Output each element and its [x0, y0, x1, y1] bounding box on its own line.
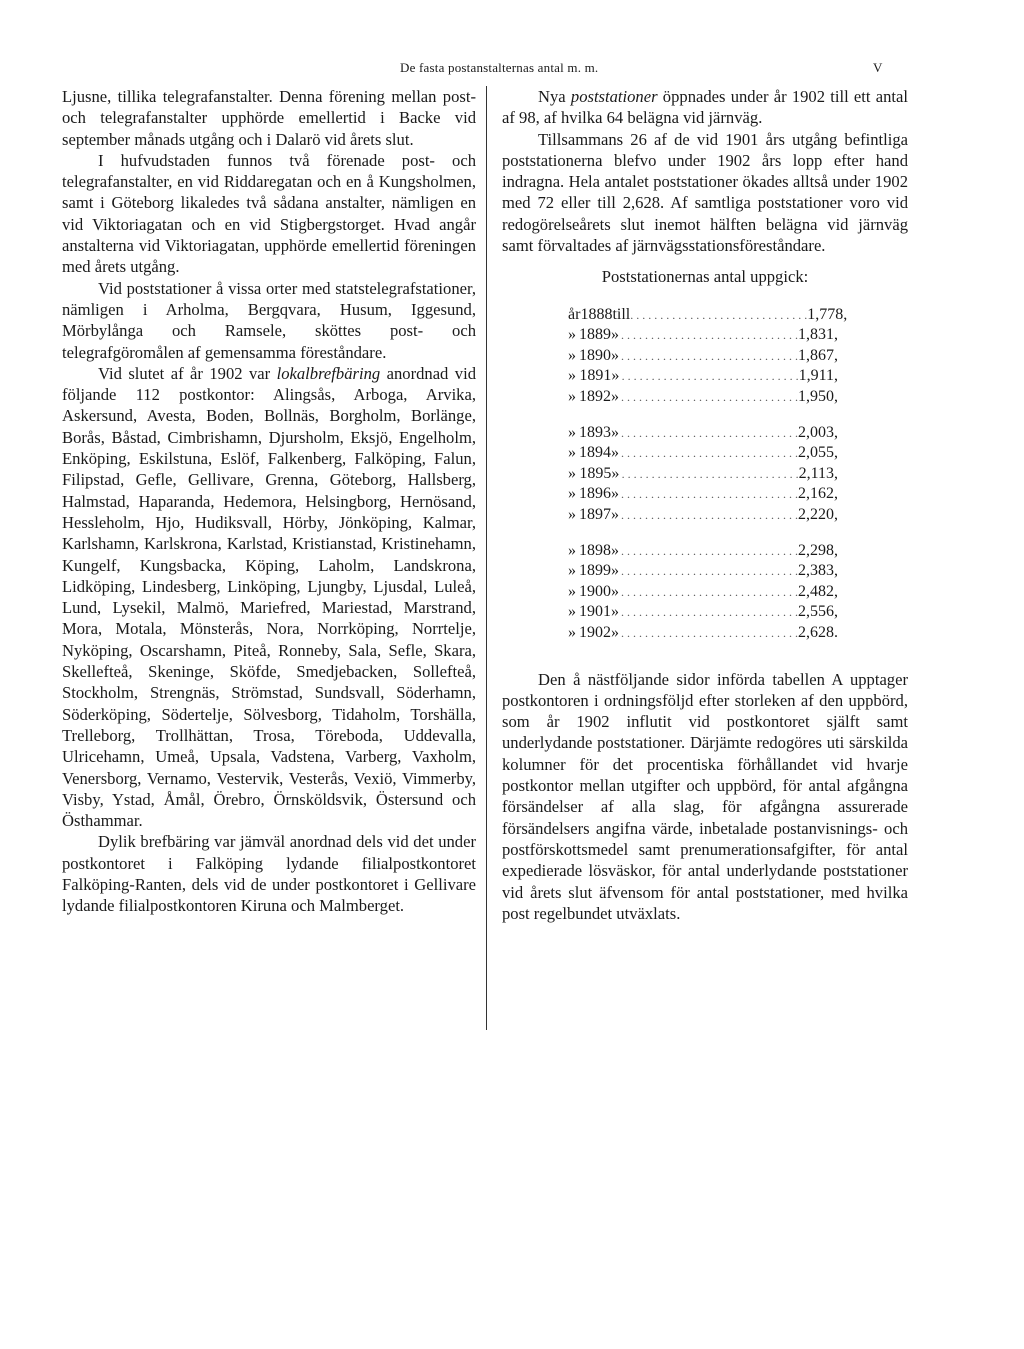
row-label: » [568, 582, 576, 600]
paragraph-text: öppnades under år 1902 till ett antal af 98, af hvilka 64 belägna vid järnväg. [502, 87, 908, 128]
leader-dots: . . . . . . . . . . . . . . . . . . . . . . . . . . . . . . [621, 508, 798, 523]
table-caption: Poststationernas antal uppgick: [601, 267, 809, 287]
row-year: 1891 [579, 367, 612, 385]
paragraph: Vid poststationer å vissa orter med statstelegrafstationer, nämligen i Arholma, Bergqvara, Husum, Iggesund, Mörbylånga och Ramsele, sköttes post- och telegrafgöromålen af gemensamma föreståndare. [62, 278, 476, 362]
table-row [568, 560, 838, 581]
row-mark: » [611, 485, 619, 503]
row-label: » [568, 346, 576, 364]
row-year: 1898 [579, 541, 611, 559]
table-group-gap [568, 407, 838, 422]
leader-dots: . . . . . . . . . . . . . . . . . . . . . . . . . . . . . . [621, 369, 799, 384]
leader-dots: . . . . . . . . . . . . . . . . . . . . . . . . . . . . . . [621, 446, 798, 461]
row-mark: » [611, 346, 619, 364]
row-label: » [568, 367, 576, 385]
table-row [568, 463, 838, 484]
leader-dots: . . . . . . . . . . . . . . . . . . . . . . . . . . . . . . [621, 584, 798, 599]
row-label: » [568, 603, 576, 621]
row-value: 1,831, [798, 326, 838, 344]
row-year: 1890 [579, 346, 611, 364]
table-row [568, 622, 838, 643]
row-value: 2,003, [798, 423, 838, 441]
leader-dots: . . . . . . . . . . . . . . . . . . . . . . . . . . . . . . [621, 328, 798, 343]
row-value: 2,628. [798, 623, 838, 641]
leader-dots: . . . . . . . . . . . . . . . . . . . . . . . . . . . . . . [621, 543, 798, 558]
row-year: 1894 [579, 444, 611, 462]
row-label: » [568, 485, 576, 503]
row-mark: » [611, 562, 619, 580]
paragraph: Den å nästföljande sidor införda tabellen A upptager postkontoren i ordningsföljd efter storleken af den uppbörd, som år 1902 influtit vid postkontoret själft samt underlydande poststationer. Därjämte redogöres uti särskilda kolumner för det procentiska förhållandet vid hvarje postkontor mellan utgifter och uppbörd, för antal afgångna försändelser af alla slag, för afgångna assurerade försändelsers angifna värde, inbetalade postanvisnings- och postförskottsmedel samt prenumerationsafgifter, för antal expedierade lösväskor, för antal underlydande poststationer vid årets slut äfvensom för antal poststationer, med hvilka post regelbundet utväxlats. [502, 669, 908, 923]
table-row [568, 581, 838, 602]
right-column [502, 86, 908, 924]
row-mark: till [612, 305, 631, 323]
row-label: » [568, 388, 576, 406]
table-row [568, 540, 838, 561]
row-value: 1,911, [798, 367, 838, 385]
paragraph-local-mail [62, 363, 476, 832]
row-label: år [568, 305, 581, 323]
row-mark: » [611, 464, 620, 482]
row-year: 1889 [579, 326, 611, 344]
leader-dots: . . . . . . . . . . . . . . . . . . . . . . . . . . . . . . [621, 390, 798, 405]
table-row [568, 442, 838, 463]
row-mark: » [611, 444, 619, 462]
row-value: 2,556, [798, 603, 838, 621]
page-number: V [873, 60, 883, 75]
row-year: 1899 [579, 562, 611, 580]
row-mark: » [611, 541, 619, 559]
row-year: 1888 [580, 305, 613, 323]
running-head-title: De fasta postanstalternas antal m. m. [400, 60, 599, 75]
paragraph: Ljusne, tillika telegrafanstalter. Denna förening mellan post- och telegrafanstalter upphörde emellertid i Backe vid september månads utgång och i Dalarö vid årets slut. [62, 87, 476, 149]
paragraph: Tillsammans 26 af de vid 1901 års utgång befintliga poststationerna blefvo under 1902 års lopp efter hand indragna. Hela antalet poststationer ökades alltså under 1902 med 72 eller till 2,628. Af samtliga poststationer voro vid redogörelseårets slut inemot hälften belägna vid järnväg samt förvaltades af järnvägsstationsföreståndare. [502, 129, 908, 256]
row-mark: » [611, 367, 620, 385]
row-label: » [568, 541, 576, 559]
row-mark: » [611, 326, 619, 344]
row-label: » [568, 623, 576, 641]
row-value: 2,055, [798, 444, 838, 462]
table-row [568, 345, 838, 366]
row-label: » [568, 444, 576, 462]
table-row [568, 504, 838, 525]
table-row [568, 386, 838, 407]
row-value: 2,162, [798, 485, 838, 503]
row-value: 2,298, [798, 541, 838, 559]
row-value: 2,383, [798, 562, 838, 580]
leader-dots: . . . . . . . . . . . . . . . . . . . . . . . . . . . . . . [621, 625, 798, 640]
column-divider [486, 86, 487, 1030]
table-row [568, 365, 838, 386]
row-value: 2,220, [798, 506, 838, 524]
leader-dots: . . . . . . . . . . . . . . . . . . . . . . . . . . . . . . [630, 307, 808, 322]
row-label: » [568, 562, 576, 580]
paragraph: Dylik brefbäring var jämväl anordnad dels vid det under postkontoret i Falköping lydande filialpostkontoret Falköping-Ranten, dels vid de under postkontoret i Gellivare lydande filialpostkontoren Kiruna och Malmberget. [62, 832, 476, 916]
row-year: 1893 [579, 423, 611, 441]
row-year: 1900 [579, 582, 611, 600]
row-mark: » [611, 388, 619, 406]
leader-dots: . . . . . . . . . . . . . . . . . . . . . . . . . . . . . . [621, 425, 798, 440]
row-mark: » [611, 603, 619, 621]
row-value: 2,113, [798, 464, 838, 482]
row-year: 1901 [579, 603, 611, 621]
row-mark: » [611, 582, 619, 600]
row-year: 1896 [579, 485, 611, 503]
table-row [568, 422, 838, 443]
emphasis-term: poststationer [570, 87, 658, 106]
table-row [568, 304, 848, 325]
paragraph-text: anordnad vid följande 112 postkontor: Alingsås, Arboga, Arvika, Askersund, Avesta, Boden, Bollnäs, Borgholm, Borlänge, Borås, Båstad, Cimbrishamn, Djursholm, Eksjö, Engelholm, Enköping, Eskilstuna, Eslöf, Falkenberg, Falköping, Falun, Filipstad, Gefle, Gellivare, Grenna, Göteborg, Hallsberg, Halmstad, Haparanda, Hedemora, Helsingborg, Hernösand, Hessleholm, Hjo, Hudiksvall, Hörby, Jönköping, Kalmar, Karlshamn, Karlskrona, Karlstad, Kristianstad, Kristinehamn, Kungelf, Kungsbacka, Köping, Laholm, Landskrona, Lidköping, Lindesberg, Linköping, Ljungby, Ljusdal, Luleå, Lund, Lysekil, Malmö, Mariefred, Mariestad, Marstrand, Mora, Motala, Mönsterås, Nora, Norrköping, Norrtelje, Nyköping, Oscarshamn, Piteå, Ronneby, Sala, Sefle, Skara, Skellefteå, Skeninge, Sköfde, Smedjebacken, Sollefteå, Stockholm, Strengnäs, Strömstad, Sundsvall, Söderhamn, Söderköping, Södertelje, Sölvesborg, Tidaholm, Torshälla, Trelleborg, Trollhättan, Trosa, Töreboda, Uddevalla, Ulricehamn, Umeå, Upsala, Vadstena, Varberg, Vaxholm, Venersborg, Vernamo, Vestervik, Vesterås, Vexiö, Vimmerby, Visby, Ystad, Åmål, Örebro, Örnsköldsvik, Östersund och Östhammar. [62, 363, 476, 831]
paragraph-text: Nya [538, 87, 566, 106]
table-row [568, 601, 838, 622]
table-row [568, 483, 838, 504]
left-column [62, 86, 476, 917]
row-label: » [568, 506, 576, 524]
emphasis-term: lokalbrefbäring [276, 363, 381, 383]
leader-dots: . . . . . . . . . . . . . . . . . . . . . . . . . . . . . . [621, 348, 798, 363]
station-count-table [568, 304, 848, 643]
leader-dots: . . . . . . . . . . . . . . . . . . . . . . . . . . . . . . [621, 605, 798, 620]
row-mark: » [611, 423, 619, 441]
leader-dots: . . . . . . . . . . . . . . . . . . . . . . . . . . . . . . [621, 564, 798, 579]
paragraph: I hufvudstaden funnos två förenade post- och telegrafanstalter, en vid Riddaregatan och en å Kungsholmen, samt i Göteborg likaledes två sådana anstalter, nämligen en vid Viktoriagatan och en vid Stigbergstorget. Hvad angår anstalterna vid Viktoriagatan, upphörde emellertid föreningen med årets utgång. [62, 150, 476, 277]
row-label: » [568, 423, 576, 441]
row-label: » [568, 326, 576, 344]
row-year: 1892 [579, 388, 611, 406]
leader-dots: . . . . . . . . . . . . . . . . . . . . . . . . . . . . . . [621, 487, 798, 502]
paragraph-text: Vid slutet af år 1902 var [98, 363, 271, 383]
row-year: 1897 [579, 506, 611, 524]
row-year: 1895 [579, 464, 612, 482]
row-value: 1,950, [798, 388, 838, 406]
row-mark: » [611, 506, 619, 524]
row-label: » [568, 464, 576, 482]
paragraph-new-stations [502, 86, 908, 129]
table-group-gap [568, 525, 838, 540]
row-mark: » [611, 623, 619, 641]
table-row [568, 324, 838, 345]
leader-dots: . . . . . . . . . . . . . . . . . . . . . . . . . . . . . . [621, 466, 799, 481]
row-value: 2,482, [798, 582, 838, 600]
row-value: 1,778, [807, 305, 848, 323]
row-year: 1902 [579, 623, 611, 641]
row-value: 1,867, [798, 346, 838, 364]
